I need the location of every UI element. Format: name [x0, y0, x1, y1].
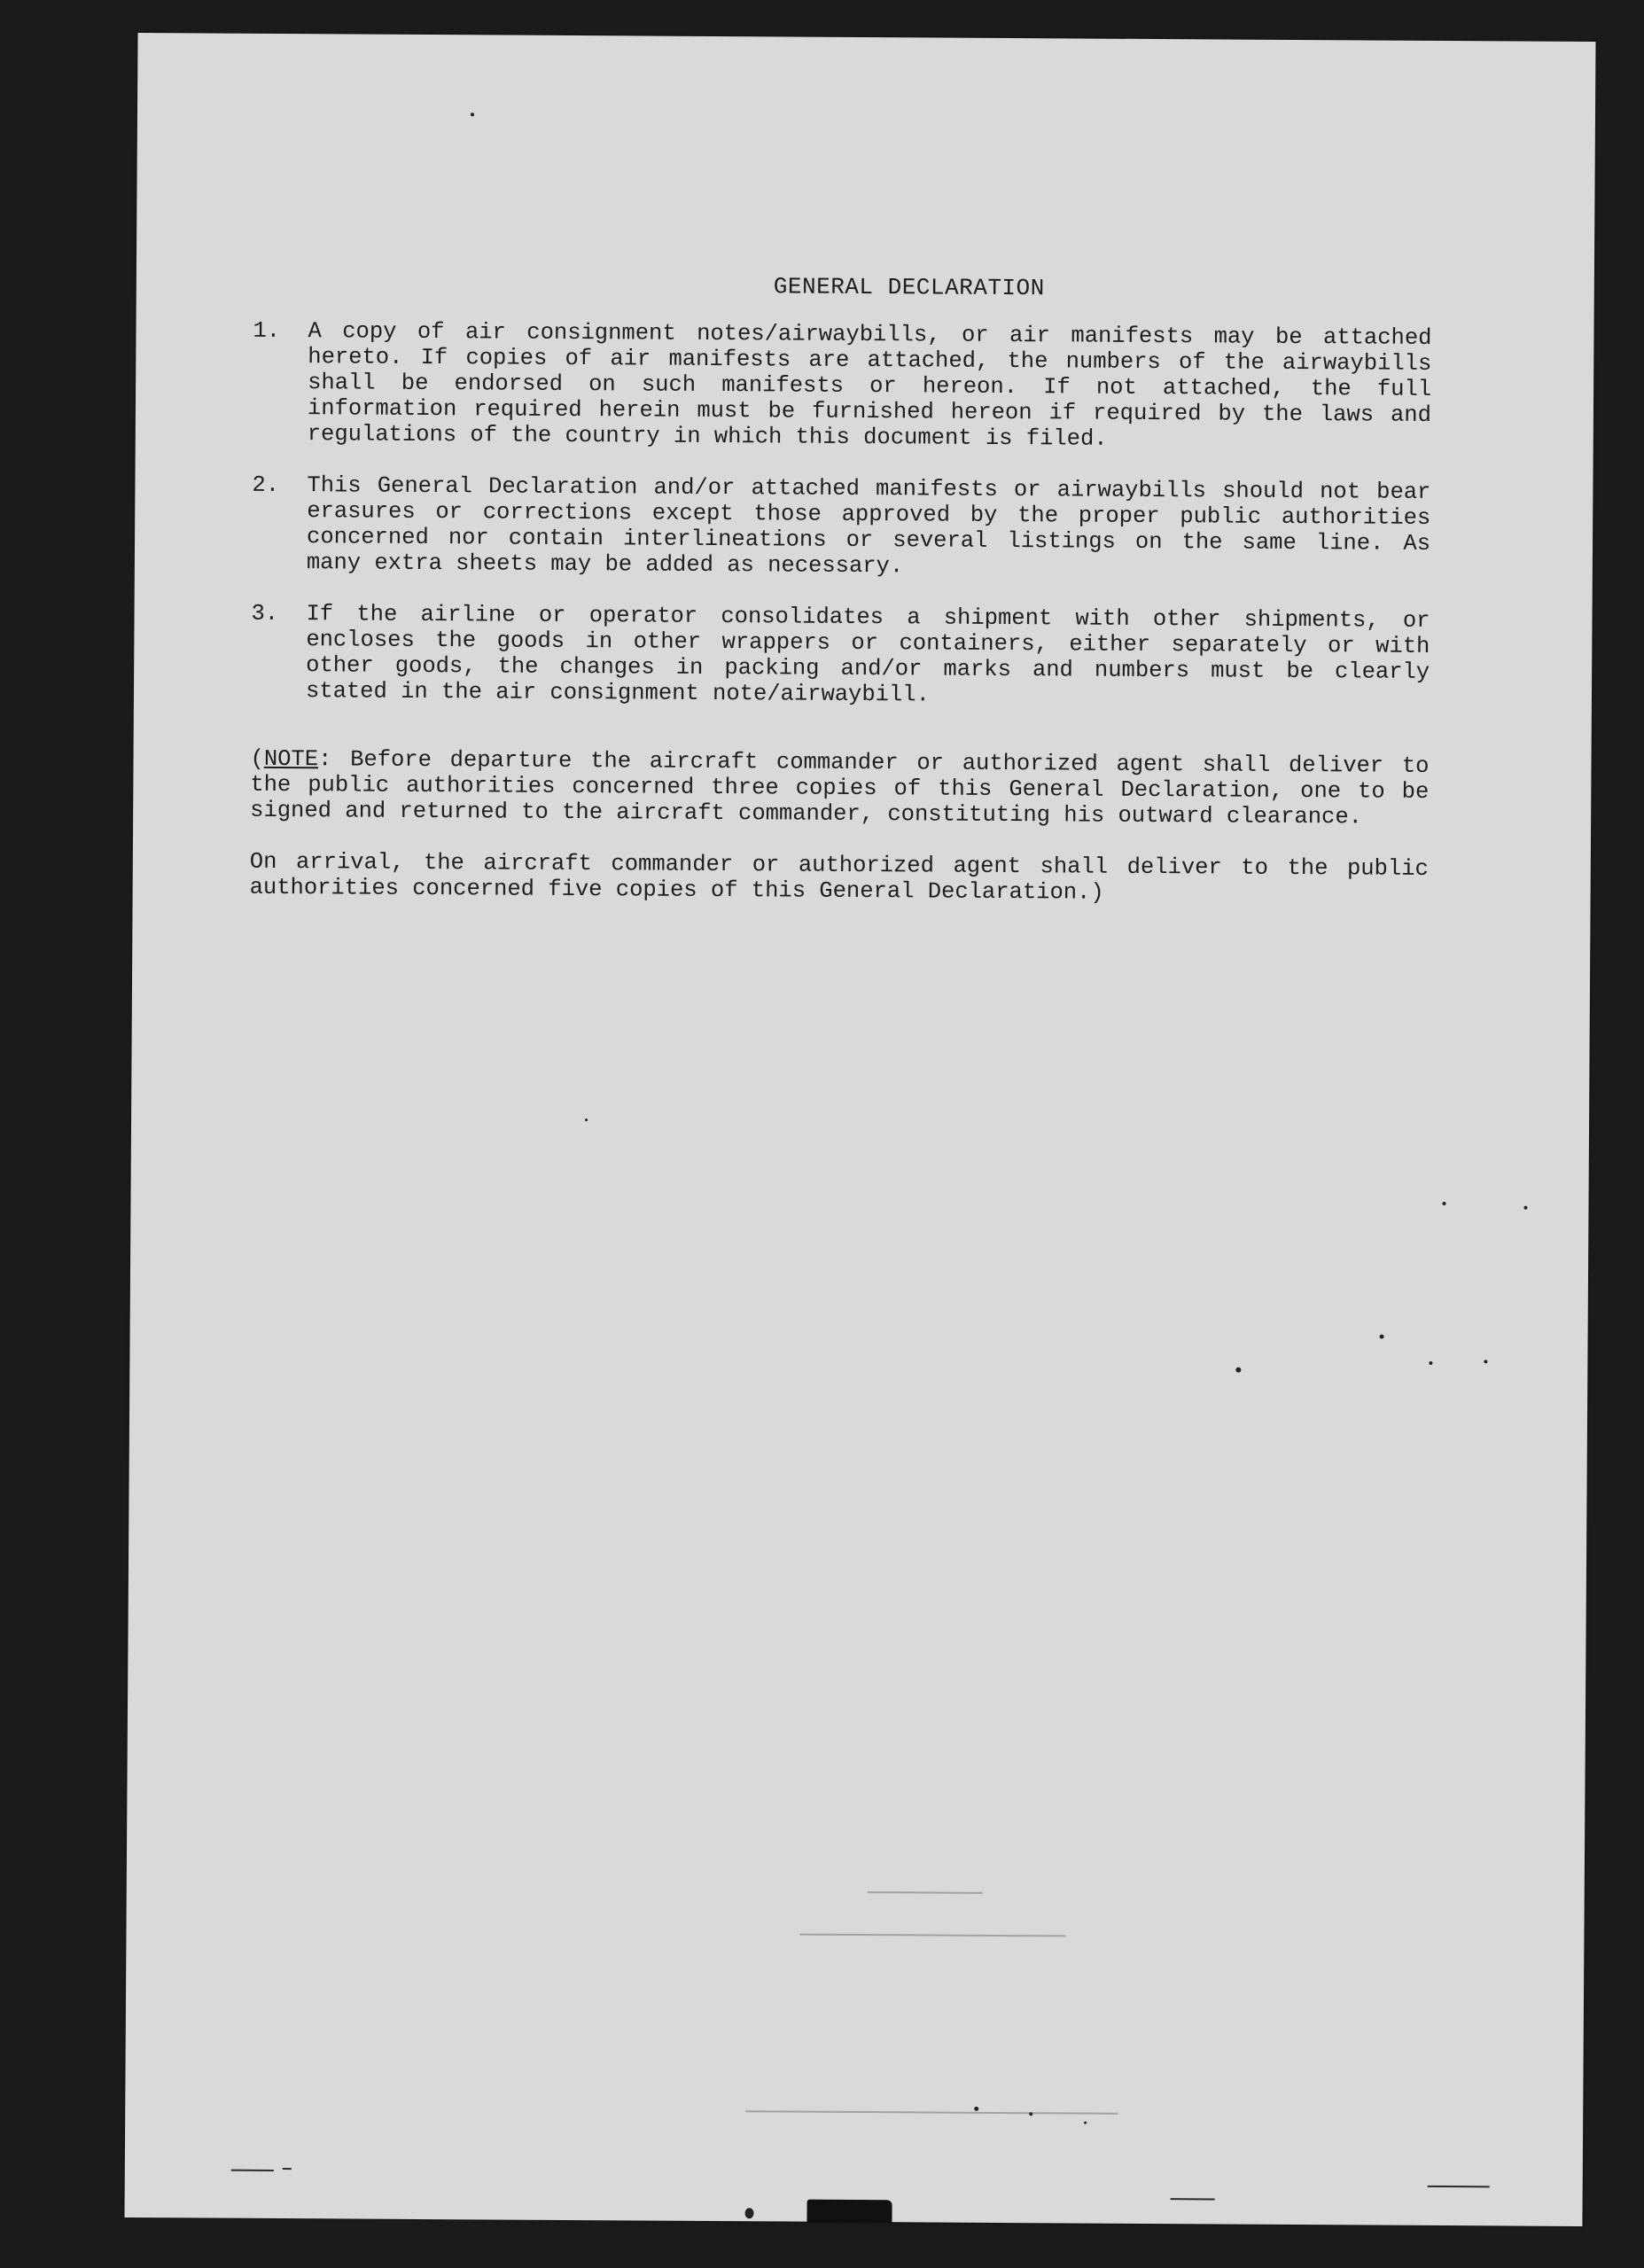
item-text: If the airline or operator consolidates a shipment with other shipments, or encloses the goods in other wrappers or containers, either separately or with other goods, the changes in packing and/or marks and numbers must be clearly stated in the air consignment note/airwaybill.	[305, 601, 1430, 708]
document-title: GENERAL DECLARATION	[773, 273, 1045, 302]
item-text: This General Declaration and/or attached manifests or airwaybills should not bear erasures or corrections except those approved by the proper public authorities concerned nor contain interlineations or several listings on the same line. As many extra sheets may be added as necessary.	[306, 472, 1431, 580]
scan-speck	[471, 113, 474, 116]
scan-speck	[1442, 1202, 1445, 1205]
scan-dash	[1428, 2186, 1490, 2187]
faint-bleedthrough	[799, 1934, 1065, 1937]
scan-speck	[1235, 1368, 1241, 1373]
scan-speck	[1084, 2122, 1087, 2124]
item-number: 3.	[251, 600, 279, 627]
scan-blot	[806, 2200, 892, 2224]
item-number: 1.	[253, 317, 281, 344]
note-open-paren: (	[250, 745, 264, 772]
document-page	[124, 33, 1595, 2226]
scan-speck	[744, 2208, 753, 2218]
scan-speck	[1484, 1360, 1487, 1363]
arrival-paragraph: On arrival, the aircraft commander or authorized agent shall deliver to the public authorities concerned five copies of this General Declaration.)	[249, 848, 1429, 906]
scan-speck	[1380, 1335, 1384, 1339]
scan-speck	[1429, 1361, 1432, 1365]
scan-speck	[974, 2107, 978, 2111]
item-number: 2.	[252, 472, 280, 498]
list-item	[252, 472, 1431, 582]
document-body	[250, 271, 1432, 908]
note-paragraph	[250, 746, 1430, 830]
list-item	[253, 318, 1432, 454]
faint-bleedthrough	[868, 1891, 983, 1894]
note-label: NOTE	[263, 745, 319, 773]
scan-dash	[231, 2170, 274, 2171]
scan-dash	[1171, 2198, 1215, 2200]
scan-speck	[585, 1118, 588, 1121]
scan-dash	[283, 2168, 292, 2170]
note-text: : Before departure the aircraft commander or authorized agent shall deliver to the public authorities concerned three copies of this General Declaration, one to be signed and returned to the aircraft commander, constituting his outward clearance.	[250, 746, 1430, 830]
faint-bleedthrough	[745, 2110, 1118, 2115]
scan-speck	[1523, 1206, 1527, 1210]
list-item	[251, 601, 1430, 711]
item-text: A copy of air consignment notes/airwaybills, or air manifests may be attached hereto. If copies of air manifests are attached, the numbers of the airwaybills shall be endorsed on such manifests or hereon. If not attached, the full information required herein must be furnished hereon if required by the laws and regulations of the country in which this document is filed.	[307, 318, 1432, 452]
